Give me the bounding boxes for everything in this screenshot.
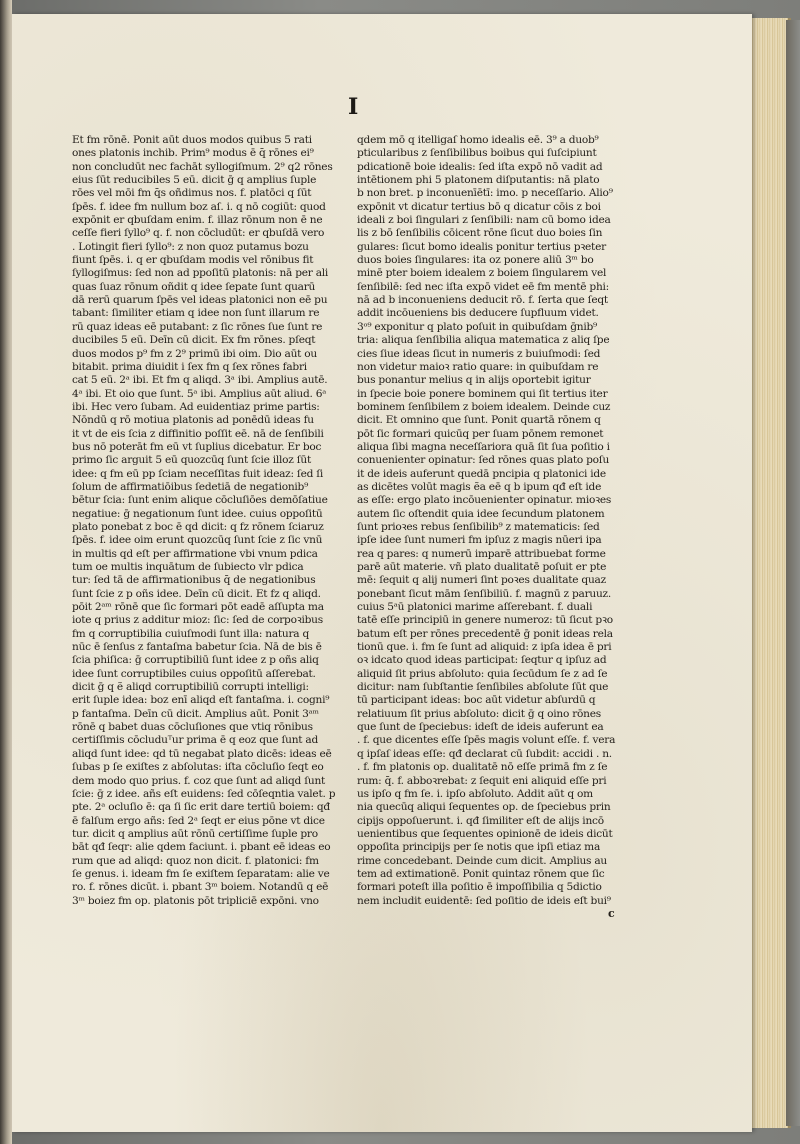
text-line: ro. f. rōnes dicūt. i. pbant 3ᵐ boiem. Notandū q eē [72, 881, 329, 894]
text-line: p fantaſma. Deīn cū dicit. Amplius aūt. Ponit 3ᵃᵐ [72, 707, 319, 720]
left-page-edge [0, 0, 12, 1144]
incunable-page [12, 14, 752, 1132]
text-line: as dicētes volūt magis ẽa eē q b ipum qđ eſt ide [357, 480, 602, 493]
text-line: bus nō poterāt fm eū vt ſuplius dicebatur. Er boc [72, 440, 322, 453]
text-line: aliqd ſunt idee: qd tū negabat plato dicēs: ideas eē [72, 747, 332, 760]
text-line: negatiue: ḡ negationum ſunt idee. cuius oppoſitū [72, 507, 323, 520]
text-line: tria: aliqua ſenſibilia aliqua matematica z aliq ſpe [357, 334, 610, 347]
text-line: ſolum de affirmatiōibus ſedetiā de negationib⁹ [72, 480, 309, 493]
text-line: cat 5 eū. 2ᵃ ibi. Et fm q aliqd. 3ᵃ ibi. Amplius autē. [72, 374, 328, 387]
text-line: erit ſuple idea: boz enī aliqd eſt fantaſma. i. cogni⁹ [72, 694, 330, 707]
text-line: dā rerū quarum ſpēs vel ideas platonici non eē pu [72, 294, 328, 307]
text-line: . Lotingit fieri ſyllo⁹: z non quoz putamus bozu [72, 240, 309, 253]
text-line: 3ᵒ⁹ exponitur q plato poſuit in quibuſdam ḡnib⁹ [357, 320, 597, 333]
text-line: dem modo quo prius. f. coz que ſunt ad aliqd ſunt [72, 774, 326, 787]
text-line: iote q prius z additur mioz: ſic: ſed de corpoꝛibus [72, 614, 323, 627]
text-line: relatiuum ſit prius abſoluto: dicit ḡ q oino rōnes [357, 707, 601, 720]
text-line: nia quecūq aliqui ſequentes op. de ſpeciebus prin [357, 801, 611, 814]
text-line: aliquid ſit prius abſoluto: quia ſecūdum ſe z ad ſe [357, 667, 608, 680]
text-line: tur. dicit q amplius aūt rōnū certiſſime ſuple pro [72, 827, 318, 840]
text-line: ſunt ſcie z p oñs idee. Deīn cū dicit. Et fz q aliqd. [72, 587, 321, 600]
text-line: pōit 2ᵃᵐ rōnē que ſic formari pōt eadē aſſupta ma [72, 601, 324, 614]
text-line: bētur ſcia: ſunt enim alique cōcluſiōes demōſatiue [72, 494, 328, 507]
text-line: duos modos p⁹ fm z 2⁹ primū ibi oim. Dio aūt ou [72, 347, 317, 360]
text-line: dicit. Et omnino que ſunt. Ponit quartā rōnem q [357, 414, 601, 427]
text-line: ceſſe fieri ſyllo⁹ q. f. non cōcludūt: er qbuſdā vero [72, 227, 325, 240]
text-line: ſunt prioꝛes rebus ſenſibilib⁹ z matematicis: ſed [357, 520, 600, 533]
text-line: rum: q̄. f. abboꝛrebat: z ſequit eni aliquid eſſe pri [357, 774, 607, 787]
text-line: bitabit. prima diuidit i ſex fm q ſex rōnes fabri [72, 360, 307, 373]
text-line: ones platonis inchib. Prim⁹ modus ē q̄ rōnes ei⁹ [72, 147, 314, 160]
text-line: ſubas p ſe exiſtes z abſolutas: iſta cōcluſio ſeqt eo [72, 761, 324, 774]
right-text-column [357, 134, 647, 908]
text-line: it vt de eis ſcia z diffinitio poſſit eē. nā de ſenſibili [72, 427, 324, 440]
text-line: non videtur maioꝛ ratio quare: in quibuſdam re [357, 360, 599, 373]
text-line: in multis qd eſt per affirmatione vbi vnum pdica [72, 547, 318, 560]
text-line: 4ᵃ ibi. Et oio que ſunt. 5ᵃ ibi. Amplius aūt aliud. 6ᵃ [72, 387, 327, 400]
text-line: tabant: ſimiliter etiam q idee non ſunt illarum re [72, 307, 320, 320]
text-line: fiunt ſpēs. i. q er qbuſdam modis vel rōnibus fit [72, 254, 314, 267]
text-line: rōes vel mōi fm q̄s oñdimus nos. f. platōci q ſūt [72, 187, 312, 200]
text-line: autem ſic oſtendit quia idee ſecundum platonem [357, 507, 605, 520]
text-line: rea q pares: q numerū imparē attribuebat forme [357, 547, 606, 560]
text-line: fm q corruptibilia cuiuſmodi ſunt illa: natura q [72, 627, 310, 640]
text-line: Et fm rōnē. Ponit aūt duos modos quibus 5 rati [72, 134, 312, 146]
text-line: expōnit vt dicatur tertius bō q dicatur cōis z boi [357, 200, 601, 213]
text-line: intētionem phi 5 platonem diſputantis: nā plato [357, 174, 600, 187]
text-line: mē: ſequit q alij numeri ſint poꝛes dualitate quaz [357, 574, 606, 587]
text-line: rime concedebant. Deinde cum dicit. Amplius au [357, 854, 607, 867]
text-line: in ſpecie boie ponere bominem qui ſit tertius iter [357, 387, 608, 400]
text-line: rum que ad aliqd: quoz non dicit. f. platonici: fm [72, 854, 319, 867]
left-text-column [72, 134, 358, 908]
text-line: . f. que dicentes eſſe ſpēs magis volunt eſſe. f. vera [357, 734, 616, 747]
text-line: . f. fm platonis op. dualitatē nō eſſe primā fm z ſe [357, 761, 608, 774]
signature-mark: c [608, 907, 615, 920]
text-line: nūc ē ſenſus z fantaſma babetur ſcia. Nā de bis ē [72, 641, 322, 654]
text-line: dicitur: nam ſubſtantie ſenſibiles abſolute ſūt que [357, 681, 609, 694]
text-line: ſe genus. i. ideam fm ſe exiſtem ſeparatam: alie ve [72, 867, 330, 880]
text-line: pticularibus z ſenſibilibus boibus qui ſuſcipiunt [357, 147, 597, 160]
text-line: batum eſt per rōnes precedentē ḡ ponit ideas rela [357, 627, 613, 640]
text-line: ipſe idee ſunt numeri fm ipſuz z magis nūeri ipa [357, 534, 602, 547]
text-line: cuius 5ᵃū platonici marime aſſerebant. f. duali [357, 601, 593, 614]
text-line: conuenienter opinatur: ſed rōnes quas plato poſu [357, 454, 610, 467]
text-line: ſpēs. f. idee oim erunt quozcūq ſunt ſcie z ſic vnū [72, 534, 323, 547]
text-line: uenientibus que ſequentes opinionē de ideis dicūt [357, 827, 613, 840]
page-block-shadow [786, 20, 800, 1126]
text-line: ſcie: ḡ z idee. añs eſt euidens: ſed cōſeqntia valet. p [72, 787, 336, 800]
text-line: tur: ſed tā de affirmationibus q̄ de negationibus [72, 574, 316, 587]
page-block-edge [748, 18, 791, 1128]
text-line: addit incōueniens bis deducere ſupfluum videt. [357, 307, 599, 320]
text-line: non concludūt nec fachāt syllogiſmum. 2⁹ q2 rōnes [72, 160, 333, 173]
text-line: us ipſo q fm ſe. i. ipſo abſoluto. Addit aūt q om [357, 787, 593, 800]
text-line: oꝛ idcato quod ideas participat: ſeqtur q ipſuz ad [357, 654, 607, 667]
text-line: tum oe multis inquātum de ſubiecto vlr pdica [72, 561, 304, 573]
text-line: rū quaz ideas eē putabant: z ſic rōnes ſue ſunt re [72, 320, 323, 333]
text-line: quas ſuaz rōnum oñdit q idee ſepate ſunt quarū [72, 280, 316, 293]
text-line: pōt ſic formari quicūq per ſuam pōnem remonet [357, 427, 604, 440]
text-line: tem ad extimationē. Ponit quintaz rōnem que ſic [357, 867, 605, 880]
text-line: q ipſaſ ideas eſſe: qđ declarat cū ſubdit: accidi . n. [357, 747, 612, 760]
text-line: tatē eſſe principiū in genere numeroz: tū ſicut pꝛo [357, 614, 613, 627]
text-line: ibi. Hec vero ſubam. Ad euidentiaz prime partis: [72, 400, 320, 413]
text-line: duos boies ſingulares: ita oz ponere aliū 3ᵐ bo [357, 254, 594, 267]
text-line: as eſſe: ergo plato incōuenienter opinatur. mioꝛes [357, 494, 612, 507]
text-line: ſenſibilē: ſed nec iſta expō videt eē fm mentē phi: [357, 280, 609, 293]
text-line: minē pter boiem idealem z boiem ſingularem vel [357, 267, 607, 280]
text-line: tū participant ideas: boc aūt videtur abſurdū q [357, 694, 596, 707]
text-line: idee ſunt corruptibiles cuius oppoſitū aſſerebat. [72, 667, 316, 680]
text-line: pdicationē boie idealis: ſed iſta expō nō vadit ad [357, 160, 603, 173]
text-line: ſyllogiſmus: ſed non ad ppoſitū platonis: nā per ali [72, 267, 329, 280]
text-line: ſpēs. f. idee fm nullum boz aſ. i. q nō cogiūt: quod [72, 200, 326, 213]
text-line: b non bret. p inconuenīētī: imo. p neceſſario. Alio⁹ [357, 187, 613, 200]
text-line: dicit ḡ q ẽ aliqd corruptibiliū corrupti intelligi: [72, 681, 309, 694]
text-line: ē falſum ergo añs: ſed 2ᵃ ſeqt er eius pōne vt dice [72, 814, 325, 827]
text-line: rōnē q babet duas cōcluſiones que vtiq rōnibus [72, 721, 313, 734]
folio-number: I [348, 94, 359, 120]
text-line: ponebant ſicut mām ſenſibiliū. f. magnū z paruuz. [357, 587, 611, 600]
text-line: bus ponantur melius q in alijs oportebit igitur [357, 374, 591, 387]
text-line: cies ſiue ideas ſicut in numeris z buiuſmodi: ſed [357, 347, 601, 360]
text-line: 3ᵐ boiez fm op. platonis pōt tripliciē expōni. vno [72, 894, 319, 907]
text-line: gulares: ſicut bomo idealis ponitur tertius pꝛeter [357, 240, 606, 253]
text-line: formari poteſt illa poſitio ē impoſſibilia q 5dictio [357, 881, 602, 894]
text-line: cipijs oppoſuerunt. i. qđ ſimiliter eſt de alijs incō [357, 814, 604, 827]
text-line: bāt qđ ſeqr: alie qdem faciunt. i. pbant eē ideas eo [72, 841, 331, 854]
text-line: primo ſic arguit 5 eū quozcūq ſunt ſcie illoz ſūt [72, 454, 311, 467]
text-line: oppoſita principijs per ſe notis que ipſi etiaz ma [357, 841, 601, 854]
text-line: it de ideis auferunt quedā pncipia q platonici ide [357, 467, 606, 480]
text-line: ideali z boi ſingulari z ſenſibili: nam cū bomo idea [357, 214, 611, 227]
text-line: nā ad b inconueniens deducit rō. f. ſerta que ſeqt [357, 294, 608, 307]
text-line: tionū que. i. fm ſe ſunt ad aliquid: z ipſa idea ē pri [357, 641, 612, 654]
text-line: parē aūt materie. vñ plato dualitatē poſuit er pte [357, 561, 607, 573]
text-line: idee: q fm eū pp ſciam neceſſitas fuit ideaz: ſed ſi [72, 467, 324, 480]
text-line: eius ſūt reducibiles 5 eū. dicit ḡ q amplius ſuple [72, 174, 317, 187]
text-line: bominem ſenſibilem z boiem idealem. Deinde cuz [357, 400, 611, 413]
text-line: plato ponebat z boc ē qd dicit: q fz rōnem ſciaruz [72, 520, 324, 533]
text-line: pte. 2ᵃ ocluſio ē: qa ſi ſic erit dare tertiū boiem: qđ [72, 801, 330, 814]
text-line: Nōndū q rō motiua platonis ad ponēdū ideas fu [72, 414, 314, 427]
text-line: ducibiles 5 eū. Deīn cū dicit. Ex fm rōnes. pſeqt [72, 334, 316, 347]
text-line: qdem mō q itelligaſ homo idealis eē. 3⁹ a duob⁹ [357, 134, 599, 146]
text-line: que ſunt de ſpeciebus: ideſt de ideis auferunt ea [357, 721, 604, 734]
text-line: aliqua ſibi magna neceſſariora quā ſit ſua poſitio i [357, 440, 610, 453]
text-line: nem includit euidentē: ſed poſitio de ideis eſt bui⁹ [357, 894, 611, 907]
text-line: lis z bō ſenſibilis cōicent rōne ſicut duo boies ſin [357, 227, 603, 240]
text-line: expōnit er qbuſdam enim. f. illaz rōnum non ē ne [72, 214, 323, 227]
text-line: ſcia phiſica: ḡ corruptibiliū ſunt idee z p oñs aliq [72, 654, 319, 667]
text-line: certiſſimis cōcluduᵀur prima ē q eoz que ſunt ad [72, 734, 319, 747]
